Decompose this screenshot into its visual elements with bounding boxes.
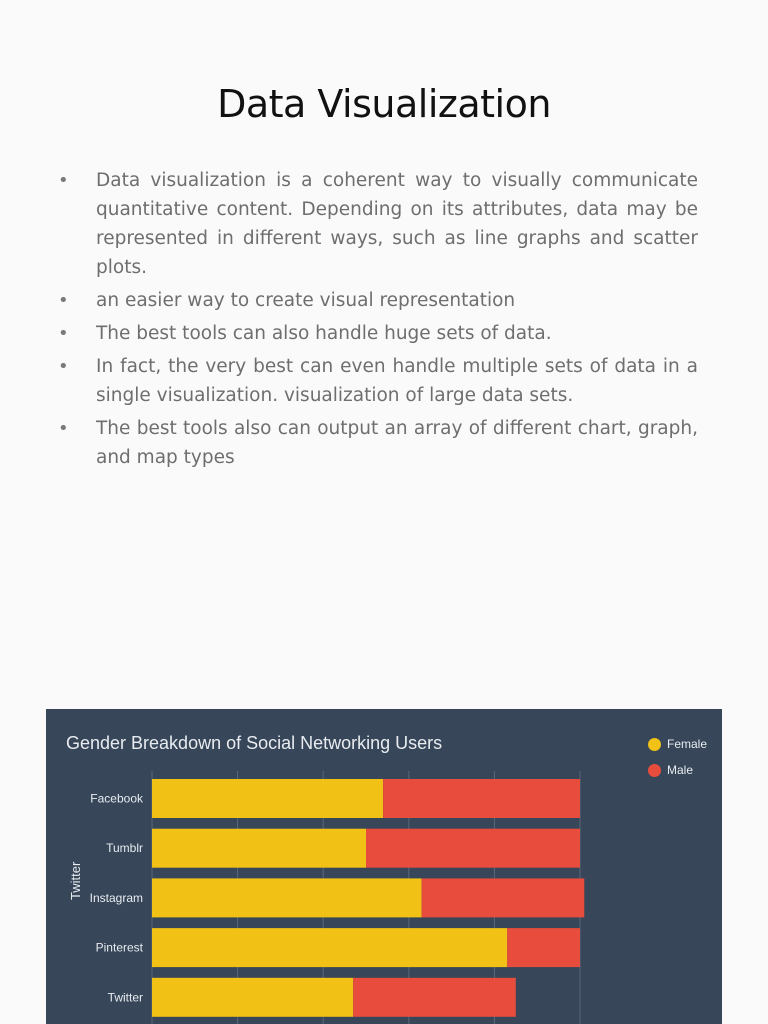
bullet-text: Data visualization is a coherent way to visually communicate quantitative content. Depending on its attributes, data may be represented in different ways, such as line graphs and scatter plots. <box>96 170 698 278</box>
y-axis-title: Twitter <box>68 861 83 900</box>
chart-title: Gender Breakdown of Social Networking Users <box>66 733 443 753</box>
gender-breakdown-chart <box>46 709 722 1024</box>
bar-facebook-female[interactable] <box>152 779 383 818</box>
category-tick-label: Twitter <box>107 990 143 1005</box>
bullet-text: The best tools can also handle huge sets of data. <box>96 323 552 344</box>
bullet-dot-icon: • <box>58 418 69 439</box>
bar-pinterest-female[interactable] <box>152 928 507 967</box>
bullet-item <box>58 352 698 410</box>
bullet-text: an easier way to create visual representation <box>96 290 516 311</box>
bar-twitter-male[interactable] <box>353 978 516 1017</box>
legend-label-female: Female <box>667 737 708 751</box>
bar-pinterest-male[interactable] <box>507 928 580 967</box>
bullet-text: In fact, the very best can even handle multiple sets of data in a single visualization. visualization of large data sets. <box>96 356 698 406</box>
bullet-dot-icon: • <box>58 290 69 311</box>
category-tick-label: Pinterest <box>95 940 143 955</box>
bullet-dot-icon: • <box>58 356 69 377</box>
bullet-list <box>58 166 698 476</box>
bullet-item <box>58 166 698 282</box>
slide-title: Data Visualization <box>217 82 551 126</box>
legend-label-male: Male <box>667 763 694 777</box>
category-tick-label: Instagram <box>89 890 143 905</box>
bar-instagram-male[interactable] <box>422 878 585 917</box>
bullet-item <box>58 319 698 348</box>
bullet-item <box>58 414 698 472</box>
bullet-dot-icon: • <box>58 323 69 344</box>
chart-plot-area <box>46 709 722 1024</box>
bar-facebook-male[interactable] <box>383 779 580 818</box>
category-tick-label: Tumblr <box>106 841 143 856</box>
bullet-dot-icon: • <box>58 170 69 191</box>
bar-tumblr-female[interactable] <box>152 829 366 868</box>
bar-instagram-female[interactable] <box>152 878 422 917</box>
bullet-text: The best tools also can output an array of different chart, graph, and map types <box>96 418 698 468</box>
bar-twitter-female[interactable] <box>152 978 353 1017</box>
category-tick-label: Facebook <box>90 791 143 806</box>
bullet-item <box>58 286 698 315</box>
bar-tumblr-male[interactable] <box>366 829 580 868</box>
